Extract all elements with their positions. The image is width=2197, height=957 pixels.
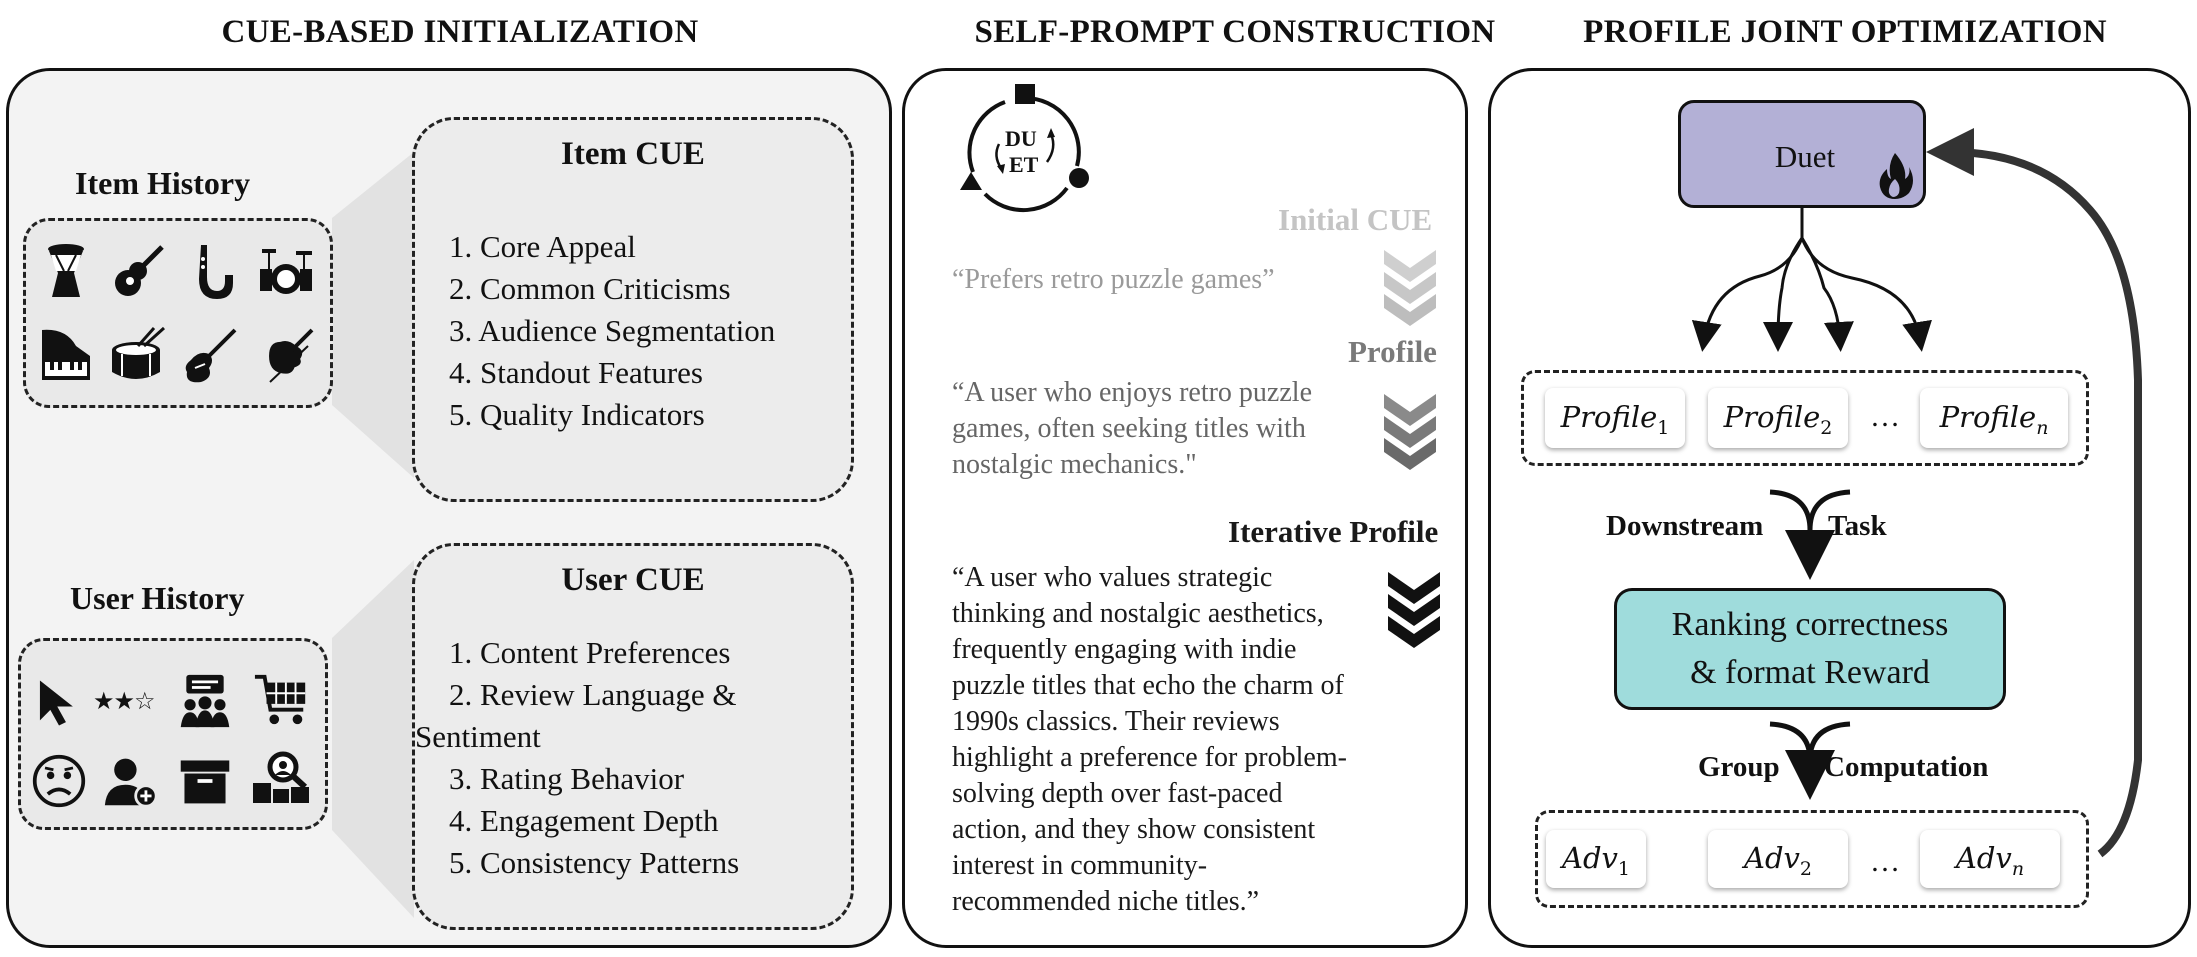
advantage-chip — [1546, 830, 1646, 888]
duet-model-box — [1678, 100, 1926, 208]
advantage-chip — [1920, 830, 2060, 888]
item-cue-box — [412, 117, 854, 502]
item-cue-list — [449, 226, 775, 436]
user-cue-point: 4. Engagement Depth — [449, 803, 719, 838]
user-cue-point: 5. Consistency Patterns — [449, 845, 740, 880]
section-title-cue-initialization: CUE-BASED INITIALIZATION — [221, 14, 699, 50]
electric-guitar-icon — [181, 326, 241, 386]
user-cue-point: Sentiment — [415, 719, 541, 754]
ranking-reward-box — [1614, 588, 2006, 710]
advantage-chip-sub: n — [2011, 857, 2025, 880]
profile-text: “A user who enjoys retro puzzle games, often seeking titles with nostalgic mechanics." — [952, 377, 1312, 480]
acoustic-guitar-icon — [108, 241, 168, 301]
duet-logo-text-bottom: ET — [1009, 152, 1039, 177]
profile-chip-label: Profile — [1723, 400, 1821, 434]
djembe-drum-icon — [36, 241, 96, 301]
archive-box-icon — [177, 753, 233, 809]
item-cue-point: 2. Common Criticisms — [449, 271, 731, 306]
chevron-down-icon — [1380, 390, 1440, 474]
violin-icon — [256, 326, 316, 386]
computation-label: Computation — [1824, 751, 1989, 783]
piano-icon — [36, 326, 96, 386]
item-history-label: Item History — [75, 165, 251, 201]
add-user-icon — [103, 753, 159, 809]
section-title-self-prompt: SELF-PROMPT CONSTRUCTION — [974, 14, 1496, 50]
fire-icon — [1877, 151, 1913, 199]
star-rating-icon: ★★☆ — [93, 687, 155, 715]
advantage-chip-label: Adv — [1955, 841, 2012, 875]
advantage-chip-label: Adv — [1744, 841, 1800, 875]
reward-line-1: Ranking correctness — [1671, 606, 1949, 643]
initial-cue-label: Initial CUE — [1278, 202, 1433, 237]
profile-chip-label: Profile — [1560, 400, 1658, 434]
profile-chip-label: Profile — [1939, 400, 2037, 434]
sad-face-icon — [31, 753, 87, 809]
profile-label: Profile — [1348, 334, 1437, 369]
advantage-chip — [1708, 830, 1848, 888]
downstream-label: Downstream — [1606, 510, 1764, 542]
user-cue-box — [412, 543, 854, 930]
user-cue-point: 3. Rating Behavior — [449, 761, 685, 796]
iterative-profile-text: “A user who values strategic thinking and nostalgic aesthetics, frequently engaging with indie puzzle titles that echo the charm of 1990s classics. Their reviews highlight a preference for problem-solving depth over fast-paced action, and they show consistent interest in community-recommended niche titles.” — [952, 562, 1347, 917]
task-label: Task — [1828, 510, 1887, 542]
profile-chip-sub: 2 — [1820, 416, 1833, 439]
chevron-down-icon — [1380, 246, 1440, 330]
user-history-label: User History — [70, 580, 245, 616]
profile-chip-sub: n — [2036, 416, 2049, 439]
drum-kit-icon — [256, 241, 316, 301]
item-cue-point: 1. Core Appeal — [449, 229, 636, 264]
advantage-chip-sub: 1 — [1617, 857, 1630, 880]
duet-logo — [955, 82, 1095, 222]
reward-line-2: & format Reward — [1690, 654, 1930, 691]
group-label: Group — [1698, 751, 1780, 783]
chevron-down-icon — [1384, 568, 1444, 652]
item-cue-title: Item CUE — [561, 136, 705, 172]
iterative-profile-label: Iterative Profile — [1228, 514, 1439, 549]
advantage-ellipsis: … — [1870, 845, 1900, 878]
forum-icon — [177, 673, 233, 729]
initial-cue-text: “Prefers retro puzzle games” — [952, 264, 1275, 295]
user-cue-title: User CUE — [561, 562, 705, 598]
item-cue-point: 4. Standout Features — [449, 355, 703, 390]
duet-model-label: Duet — [1774, 139, 1836, 174]
profile-chip — [1708, 388, 1848, 448]
search-inventory-icon — [251, 749, 311, 809]
profile-chip — [1920, 388, 2068, 448]
user-cue-point: 2. Review Language & — [449, 677, 737, 712]
shopping-cart-icon — [253, 671, 311, 729]
user-cue-list — [415, 632, 740, 884]
section-title-profile-optimization: PROFILE JOINT OPTIMIZATION — [1583, 14, 2107, 50]
profile-chip — [1545, 388, 1685, 448]
item-cue-point: 3. Audience Segmentation — [449, 313, 776, 348]
user-history-icons-box — [18, 638, 328, 830]
item-cue-point: 5. Quality Indicators — [449, 397, 705, 432]
user-cue-point: 1. Content Preferences — [449, 635, 731, 670]
advantage-chip-sub: 2 — [1799, 857, 1812, 880]
advantage-chip-label: Adv — [1562, 841, 1618, 875]
item-history-icons-box — [23, 218, 333, 408]
profile-chip-sub: 1 — [1657, 416, 1670, 439]
cursor-icon — [33, 677, 85, 729]
profile-ellipsis: … — [1870, 400, 1900, 433]
snare-drum-icon — [108, 326, 168, 386]
duet-logo-text-top: DU — [1005, 126, 1037, 151]
saxophone-icon — [181, 241, 241, 301]
